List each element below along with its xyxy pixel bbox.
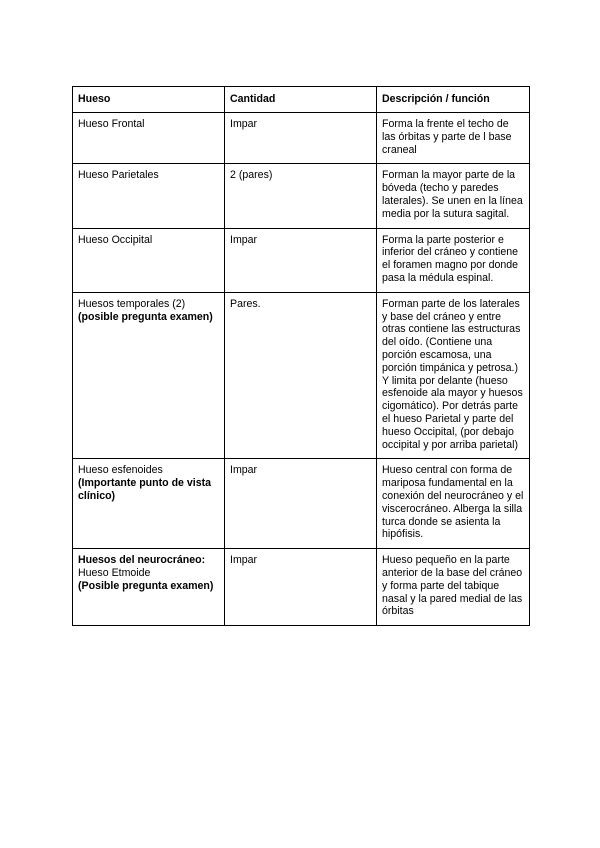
description-cell: Forman la mayor parte de la bóveda (techo y paredes laterales). Se unen en la línea media por la sutura sagital. xyxy=(377,164,530,228)
description-cell: Forma la parte posterior e inferior del cráneo y contiene el foramen magno por donde pasa la médula espinal. xyxy=(377,228,530,292)
quantity-cell: Impar xyxy=(225,459,377,549)
description-cell: Forma la frente el techo de las órbitas y parte de l base craneal xyxy=(377,113,530,164)
quantity-cell: Impar xyxy=(225,228,377,292)
table-header-row xyxy=(73,87,530,113)
quantity-cell: Impar xyxy=(225,113,377,164)
table-row xyxy=(73,113,530,164)
table-row xyxy=(73,549,530,626)
bone-name: Huesos temporales (2) xyxy=(78,297,186,310)
header-description: Descripción / función xyxy=(377,87,530,113)
bone-cell xyxy=(73,164,225,228)
bone-name: Hueso esfenoides xyxy=(78,464,163,477)
table-row xyxy=(73,292,530,459)
bone-cell xyxy=(73,228,225,292)
quantity-cell: Pares. xyxy=(225,292,377,459)
description-cell: Hueso pequeño en la parte anterior de la base del cráneo y forma parte del tabique nasal y la pared medial de las órbitas xyxy=(377,549,530,626)
clinical-note: (Importante punto de vista clínico) xyxy=(78,477,212,502)
quantity-cell: 2 (pares) xyxy=(225,164,377,228)
header-quantity: Cantidad xyxy=(225,87,377,113)
table-row xyxy=(73,459,530,549)
bone-name: Hueso Parietales xyxy=(78,169,159,182)
bone-cell xyxy=(73,459,225,549)
group-label: Huesos del neurocráneo: xyxy=(78,554,206,567)
bone-name: Hueso Occipital xyxy=(78,233,153,246)
description-cell: Forman parte de los laterales y base del cráneo y entre otras contiene las estructuras del oído. (Contiene una porción escamosa, una porción timpánica y petrosa.) Y limita por delante (hueso esfenoide ala mayor y huesos cigomático). Por detrás parte el hueso Parietal y parte del hueso Occipital, (por debajo occipital y por arriba parietal) xyxy=(377,292,530,459)
exam-note: (Posible pregunta examen) xyxy=(78,579,214,592)
table-row xyxy=(73,228,530,292)
bones-table xyxy=(72,86,530,626)
exam-note: (posible pregunta examen) xyxy=(78,310,213,323)
bone-cell xyxy=(73,113,225,164)
bone-cell xyxy=(73,549,225,626)
header-bone: Hueso xyxy=(73,87,225,113)
description-cell: Hueso central con forma de mariposa fundamental en la conexión del neurocráneo y el viscerocráneo. Alberga la silla turca donde se asienta la hipófisis. xyxy=(377,459,530,549)
table-row xyxy=(73,164,530,228)
bone-name: Hueso Frontal xyxy=(78,118,145,130)
quantity-cell: Impar xyxy=(225,549,377,626)
bone-cell xyxy=(73,292,225,459)
bone-name: Hueso Etmoide xyxy=(78,566,151,579)
